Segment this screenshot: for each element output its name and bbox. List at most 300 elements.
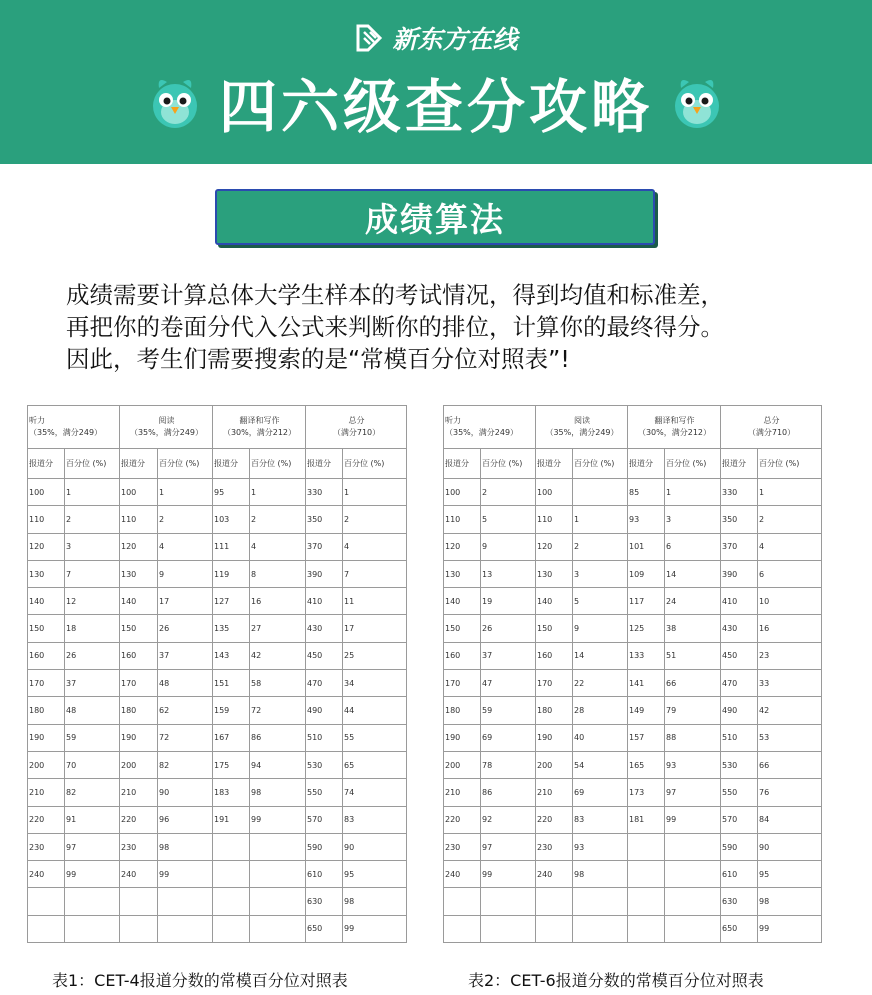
score-cell: 160: [536, 642, 573, 669]
score-cell: [213, 861, 250, 888]
percentile-cell: 96: [158, 806, 213, 833]
score-cell: 370: [721, 533, 758, 560]
score-cell: 85: [628, 479, 665, 506]
table-row: [28, 479, 407, 506]
score-cell: 150: [444, 615, 481, 642]
column-header: 报道分: [536, 449, 573, 479]
score-cell: 100: [536, 479, 573, 506]
score-cell: 183: [213, 779, 250, 806]
score-cell: 127: [213, 588, 250, 615]
percentile-cell: [665, 915, 721, 942]
percentile-cell: 62: [158, 697, 213, 724]
score-cell: 140: [536, 588, 573, 615]
percentile-cell: 51: [665, 642, 721, 669]
score-cell: 190: [444, 724, 481, 751]
group-header-subtitle: （30%，满分212）: [222, 428, 297, 437]
score-cell: 220: [444, 806, 481, 833]
percentile-cell: 5: [481, 506, 536, 533]
table-row: [444, 806, 822, 833]
group-header-subtitle: （35%，满分249）: [129, 428, 204, 437]
percentile-cell: 28: [573, 697, 628, 724]
table-row: [444, 724, 822, 751]
score-cell: 175: [213, 751, 250, 778]
percentile-cell: 3: [65, 533, 120, 560]
score-cell: 240: [444, 861, 481, 888]
group-header-cell: [306, 406, 407, 449]
percentile-cell: [65, 915, 120, 942]
table-row: [28, 588, 407, 615]
percentile-cell: 99: [481, 861, 536, 888]
table-group-header: [28, 406, 407, 449]
score-cell: 95: [213, 479, 250, 506]
percentile-cell: 7: [65, 560, 120, 587]
score-cell: 130: [28, 560, 65, 587]
percentile-cell: 97: [481, 833, 536, 860]
score-cell: 150: [536, 615, 573, 642]
score-cell: 120: [120, 533, 158, 560]
table-row: [28, 888, 407, 915]
percentile-cell: 65: [343, 751, 407, 778]
group-header-subtitle: （满分710）: [747, 428, 796, 437]
percentile-cell: 8: [250, 560, 306, 587]
table-row: [28, 697, 407, 724]
percentile-cell: 14: [665, 560, 721, 587]
percentile-cell: [573, 479, 628, 506]
group-header-title: 阅读: [158, 416, 175, 425]
percentile-cell: 1: [573, 506, 628, 533]
score-cell: 100: [28, 479, 65, 506]
brand-logo: [0, 18, 872, 58]
score-cell: 200: [536, 751, 573, 778]
percentile-cell: [665, 861, 721, 888]
percentile-cell: 90: [158, 779, 213, 806]
percentile-cell: 6: [758, 560, 822, 587]
percentile-cell: 98: [343, 888, 407, 915]
score-cell: 210: [28, 779, 65, 806]
score-cell: 490: [721, 697, 758, 724]
score-cell: 119: [213, 560, 250, 587]
score-cell: 230: [536, 833, 573, 860]
score-cell: 111: [213, 533, 250, 560]
score-cell: 590: [306, 833, 343, 860]
percentile-cell: 83: [343, 806, 407, 833]
column-header: 百分位 (%): [481, 449, 536, 479]
group-header-title: 阅读: [574, 416, 590, 425]
percentile-cell: 27: [250, 615, 306, 642]
table-row: [28, 833, 407, 860]
score-cell: [213, 888, 250, 915]
score-cell: 230: [120, 833, 158, 860]
score-cell: 130: [120, 560, 158, 587]
percentile-cell: 16: [250, 588, 306, 615]
percentile-cell: [158, 888, 213, 915]
percentile-cell: 1: [250, 479, 306, 506]
percentile-cell: 44: [343, 697, 407, 724]
score-cell: 330: [306, 479, 343, 506]
column-header: 百分位 (%): [573, 449, 628, 479]
score-cell: 125: [628, 615, 665, 642]
percentile-cell: 55: [343, 724, 407, 751]
intro-line: 再把你的卷面分代入公式来判断你的排位，计算你的最终得分。: [66, 313, 724, 341]
table-group-header: [444, 406, 822, 449]
percentile-cell: 2: [250, 506, 306, 533]
percentile-cell: 16: [758, 615, 822, 642]
score-cell: 100: [444, 479, 481, 506]
column-header: 报道分: [28, 449, 65, 479]
group-header-title: 听力: [445, 416, 461, 425]
percentile-cell: 99: [758, 915, 822, 942]
percentile-cell: [665, 833, 721, 860]
percentile-cell: 17: [158, 588, 213, 615]
brand-logo-icon: [354, 22, 388, 54]
score-cell: [536, 915, 573, 942]
score-cell: 160: [444, 642, 481, 669]
table-row: [28, 724, 407, 751]
group-header-cell: [628, 406, 721, 449]
score-cell: [28, 888, 65, 915]
group-header-subtitle: （30%，满分212）: [637, 428, 712, 437]
table-row: [28, 506, 407, 533]
score-cell: 181: [628, 806, 665, 833]
percentile-cell: 94: [250, 751, 306, 778]
column-header: 百分位 (%): [665, 449, 721, 479]
score-cell: 120: [28, 533, 65, 560]
table-row: [444, 615, 822, 642]
score-cell: 530: [721, 751, 758, 778]
percentile-cell: 74: [343, 779, 407, 806]
score-cell: 370: [306, 533, 343, 560]
score-cell: 170: [120, 670, 158, 697]
percentile-cell: 13: [481, 560, 536, 587]
table-row: [28, 560, 407, 587]
column-header: 报道分: [306, 449, 343, 479]
score-cell: 210: [536, 779, 573, 806]
percentile-cell: 99: [65, 861, 120, 888]
table-row: [444, 642, 822, 669]
score-cell: 135: [213, 615, 250, 642]
percentile-cell: [250, 833, 306, 860]
score-cell: 350: [306, 506, 343, 533]
score-cell: 109: [628, 560, 665, 587]
percentile-cell: [250, 915, 306, 942]
percentile-cell: [573, 888, 628, 915]
score-cell: [628, 915, 665, 942]
percentile-cell: 1: [665, 479, 721, 506]
percentile-cell: 99: [343, 915, 407, 942]
score-cell: 160: [120, 642, 158, 669]
score-cell: 149: [628, 697, 665, 724]
score-cell: 550: [306, 779, 343, 806]
score-cell: 470: [306, 670, 343, 697]
group-header-title: 总分: [763, 416, 780, 425]
percentile-cell: 2: [481, 479, 536, 506]
table-row: [444, 670, 822, 697]
score-cell: 570: [306, 806, 343, 833]
percentile-cell: 4: [158, 533, 213, 560]
cet6-percentile-table: [443, 405, 822, 943]
group-header-subtitle: （35%，满分249）: [29, 428, 103, 437]
score-cell: [213, 833, 250, 860]
score-cell: 220: [120, 806, 158, 833]
percentile-cell: 3: [665, 506, 721, 533]
score-cell: 650: [721, 915, 758, 942]
score-cell: 430: [306, 615, 343, 642]
table-row: [444, 533, 822, 560]
score-cell: 570: [721, 806, 758, 833]
score-cell: 173: [628, 779, 665, 806]
table-subheader: [444, 449, 822, 479]
score-cell: 180: [536, 697, 573, 724]
score-cell: 230: [28, 833, 65, 860]
score-cell: 157: [628, 724, 665, 751]
percentile-cell: 37: [65, 670, 120, 697]
table-row: [444, 861, 822, 888]
group-header-cell: [536, 406, 628, 449]
percentile-cell: 90: [343, 833, 407, 860]
percentile-cell: 98: [758, 888, 822, 915]
percentile-cell: 7: [343, 560, 407, 587]
group-header-cell: [721, 406, 822, 449]
percentile-cell: 97: [65, 833, 120, 860]
score-cell: 350: [721, 506, 758, 533]
column-header: 报道分: [444, 449, 481, 479]
percentile-cell: 4: [758, 533, 822, 560]
percentile-cell: 37: [158, 642, 213, 669]
percentile-cell: 58: [250, 670, 306, 697]
table-row: [444, 697, 822, 724]
percentile-cell: 66: [665, 670, 721, 697]
group-header-title: 翻译和写作: [654, 416, 695, 425]
percentile-cell: 66: [758, 751, 822, 778]
percentile-cell: 99: [665, 806, 721, 833]
score-cell: 490: [306, 697, 343, 724]
percentile-cell: 1: [158, 479, 213, 506]
percentile-cell: 1: [343, 479, 407, 506]
percentile-cell: [665, 888, 721, 915]
column-header: 百分位 (%): [65, 449, 120, 479]
score-cell: 610: [306, 861, 343, 888]
score-cell: 390: [721, 560, 758, 587]
percentile-cell: 1: [65, 479, 120, 506]
percentile-cell: [481, 888, 536, 915]
table-row: [444, 751, 822, 778]
score-cell: 610: [721, 861, 758, 888]
score-cell: 510: [721, 724, 758, 751]
percentile-cell: 84: [758, 806, 822, 833]
score-cell: 210: [120, 779, 158, 806]
percentile-cell: 59: [481, 697, 536, 724]
score-cell: 330: [721, 479, 758, 506]
table-subheader: [28, 449, 407, 479]
header-banner: [0, 0, 872, 164]
percentile-cell: 98: [573, 861, 628, 888]
score-cell: 190: [28, 724, 65, 751]
score-cell: 165: [628, 751, 665, 778]
percentile-cell: 48: [65, 697, 120, 724]
percentile-cell: 42: [250, 642, 306, 669]
percentile-cell: 76: [758, 779, 822, 806]
group-header-cell: [28, 406, 120, 449]
table-row: [444, 588, 822, 615]
section-title: 成绩算法: [215, 189, 655, 245]
score-cell: 180: [28, 697, 65, 724]
score-cell: 110: [28, 506, 65, 533]
column-header: 报道分: [628, 449, 665, 479]
score-cell: 140: [120, 588, 158, 615]
score-cell: 167: [213, 724, 250, 751]
bird-mascot-icon: [667, 72, 727, 132]
score-cell: 230: [444, 833, 481, 860]
group-header-title: 总分: [348, 416, 365, 425]
percentile-cell: 72: [250, 697, 306, 724]
percentile-cell: 9: [158, 560, 213, 587]
percentile-cell: 2: [158, 506, 213, 533]
score-cell: [628, 888, 665, 915]
percentile-cell: 12: [65, 588, 120, 615]
score-cell: 180: [120, 697, 158, 724]
column-header: 报道分: [213, 449, 250, 479]
score-cell: 450: [721, 642, 758, 669]
score-cell: 140: [444, 588, 481, 615]
table-row: [444, 833, 822, 860]
score-cell: 450: [306, 642, 343, 669]
score-cell: 180: [444, 697, 481, 724]
percentile-cell: 78: [481, 751, 536, 778]
percentile-cell: 90: [758, 833, 822, 860]
score-cell: 100: [120, 479, 158, 506]
score-cell: 93: [628, 506, 665, 533]
percentile-cell: 93: [665, 751, 721, 778]
percentile-cell: [481, 915, 536, 942]
percentile-cell: 95: [343, 861, 407, 888]
score-cell: 110: [536, 506, 573, 533]
group-header-cell: [444, 406, 536, 449]
score-cell: [628, 833, 665, 860]
percentile-cell: 2: [343, 506, 407, 533]
percentile-cell: 98: [250, 779, 306, 806]
percentile-cell: [65, 888, 120, 915]
score-cell: 130: [536, 560, 573, 587]
intro-line: 因此，考生们需要搜索的是“常模百分位对照表”!: [66, 345, 570, 373]
percentile-cell: 82: [158, 751, 213, 778]
table-row: [444, 915, 822, 942]
percentile-cell: 37: [481, 642, 536, 669]
percentile-cell: 83: [573, 806, 628, 833]
intro-paragraph: [66, 279, 856, 375]
cet4-percentile-table: [27, 405, 407, 943]
percentile-cell: 10: [758, 588, 822, 615]
score-cell: 220: [536, 806, 573, 833]
score-cell: 150: [120, 615, 158, 642]
percentile-cell: [250, 888, 306, 915]
percentile-cell: 22: [573, 670, 628, 697]
group-header-title: 听力: [29, 416, 45, 425]
score-cell: 240: [536, 861, 573, 888]
percentile-cell: 23: [758, 642, 822, 669]
percentile-cell: 42: [758, 697, 822, 724]
column-header: 百分位 (%): [343, 449, 407, 479]
percentile-cell: 70: [65, 751, 120, 778]
table-row: [28, 915, 407, 942]
table-row: [28, 861, 407, 888]
score-cell: 190: [536, 724, 573, 751]
score-cell: 170: [536, 670, 573, 697]
percentile-cell: 26: [481, 615, 536, 642]
table-caption-cet4: 表1：CET-4报道分数的常模百分位对照表: [52, 971, 348, 990]
percentile-cell: 33: [758, 670, 822, 697]
percentile-cell: 9: [573, 615, 628, 642]
percentile-cell: [250, 861, 306, 888]
score-cell: [120, 888, 158, 915]
score-cell: 117: [628, 588, 665, 615]
table-row: [444, 779, 822, 806]
score-cell: 410: [306, 588, 343, 615]
percentile-cell: 2: [573, 533, 628, 560]
score-cell: 159: [213, 697, 250, 724]
column-header: 报道分: [721, 449, 758, 479]
score-cell: 550: [721, 779, 758, 806]
group-header-title: 翻译和写作: [239, 416, 280, 425]
group-header-subtitle: （35%，满分249）: [545, 428, 619, 437]
percentile-cell: [573, 915, 628, 942]
percentile-cell: 26: [158, 615, 213, 642]
table-row: [444, 560, 822, 587]
percentile-cell: 99: [158, 861, 213, 888]
percentile-cell: 69: [573, 779, 628, 806]
percentile-cell: 91: [65, 806, 120, 833]
score-cell: 200: [444, 751, 481, 778]
percentile-cell: 19: [481, 588, 536, 615]
score-cell: 630: [306, 888, 343, 915]
column-header: 报道分: [120, 449, 158, 479]
score-cell: 590: [721, 833, 758, 860]
percentile-cell: 3: [573, 560, 628, 587]
percentile-cell: 53: [758, 724, 822, 751]
score-cell: 470: [721, 670, 758, 697]
percentile-cell: 72: [158, 724, 213, 751]
score-cell: 510: [306, 724, 343, 751]
percentile-cell: 4: [250, 533, 306, 560]
percentile-cell: 69: [481, 724, 536, 751]
score-cell: [120, 915, 158, 942]
score-cell: 120: [444, 533, 481, 560]
percentile-cell: 86: [250, 724, 306, 751]
column-header: 百分位 (%): [158, 449, 213, 479]
score-cell: 530: [306, 751, 343, 778]
score-cell: 170: [28, 670, 65, 697]
percentile-cell: 2: [758, 506, 822, 533]
score-cell: 410: [721, 588, 758, 615]
brand-logo-text: 新东方在线: [392, 25, 518, 54]
score-cell: 191: [213, 806, 250, 833]
percentile-cell: 88: [665, 724, 721, 751]
score-cell: 160: [28, 642, 65, 669]
percentile-cell: 99: [250, 806, 306, 833]
percentile-cell: 98: [158, 833, 213, 860]
percentile-cell: 40: [573, 724, 628, 751]
percentile-cell: 17: [343, 615, 407, 642]
group-header-subtitle: （满分710）: [332, 428, 381, 437]
percentile-cell: 54: [573, 751, 628, 778]
score-cell: 120: [536, 533, 573, 560]
percentile-cell: 2: [65, 506, 120, 533]
score-cell: [444, 915, 481, 942]
percentile-cell: 95: [758, 861, 822, 888]
percentile-cell: 14: [573, 642, 628, 669]
percentile-cell: 18: [65, 615, 120, 642]
table-caption-cet6: 表2：CET-6报道分数的常模百分位对照表: [468, 971, 764, 990]
score-cell: 240: [120, 861, 158, 888]
